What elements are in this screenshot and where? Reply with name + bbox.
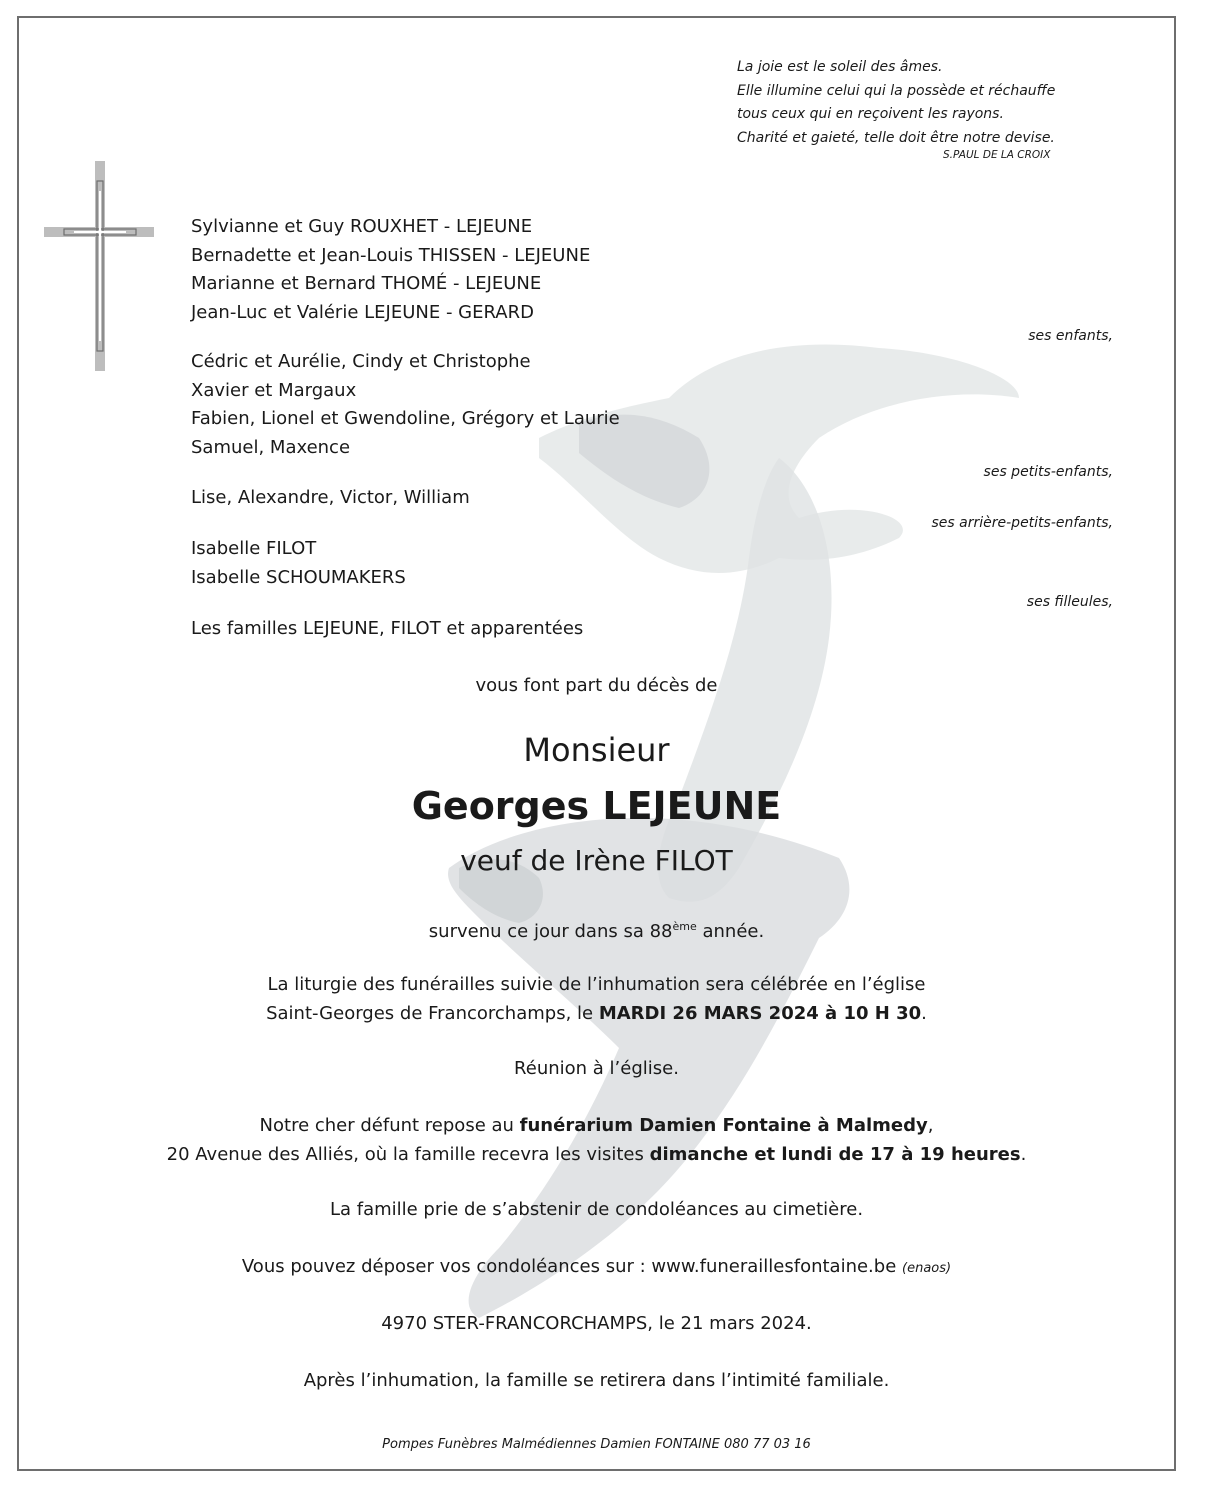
quote-line: La joie est le soleil des âmes. xyxy=(737,59,943,75)
family-line: Isabelle SCHOUMAKERS xyxy=(191,566,406,588)
goddaughters-list xyxy=(191,535,406,592)
deceased-name: Georges LEJEUNE xyxy=(411,784,782,828)
obituary-card xyxy=(17,16,1176,1471)
family-line: Cédric et Aurélie, Cindy et Christophe xyxy=(191,351,531,372)
age-prefix: survenu ce jour dans sa 88 xyxy=(428,921,673,942)
liturgy-church: Saint-Georges de Francorchamps, le xyxy=(266,1002,599,1024)
rest-comma: , xyxy=(927,1115,934,1136)
goddaughters-label: ses filleules, xyxy=(1026,594,1113,610)
age-superscript: ème xyxy=(672,920,697,933)
cross-icon xyxy=(44,161,154,371)
family-line: Isabelle FILOT xyxy=(191,538,317,559)
rest-visit-hours: dimanche et lundi de 17 à 19 heures xyxy=(649,1143,1021,1165)
quote xyxy=(737,56,1055,150)
liturgy xyxy=(19,971,1174,1028)
quote-line: Elle illumine celui qui la possède et réchauffe xyxy=(737,82,1056,99)
family-line: Bernadette et Jean-Louis THISSEN - LEJEUNE xyxy=(191,244,591,266)
announcement: vous font part du décès de xyxy=(475,675,718,696)
family-line: Lise, Alexandre, Victor, William xyxy=(191,487,470,508)
family-line: Samuel, Maxence xyxy=(191,436,351,458)
family-line: Marianne et Bernard THOMÉ - LEJEUNE xyxy=(191,273,542,294)
family-line: Xavier et Margaux xyxy=(191,379,357,401)
quote-line: tous ceux qui en reçoivent les rayons. xyxy=(737,106,1004,122)
great-grandchildren-list xyxy=(191,484,470,513)
age-line xyxy=(19,913,1174,947)
liturgy-line-2 xyxy=(19,1000,1174,1029)
deceased-widow: veuf de Irène FILOT xyxy=(460,844,733,877)
liturgy-end: . xyxy=(921,1002,927,1024)
online-text: Vous pouvez déposer vos condoléances sur : www.funeraillesfontaine.be xyxy=(241,1256,897,1277)
online-condolences xyxy=(19,1253,1174,1284)
grandchildren-list xyxy=(191,348,620,462)
place-date: 4970 STER-FRANCORCHAMPS, le 21 mars 2024. xyxy=(381,1313,812,1334)
quote-author: S.PAUL DE LA CROIX xyxy=(943,149,1051,161)
rest-address: 20 Avenue des Alliés, où la famille recevra les visites xyxy=(166,1143,650,1165)
online-note: (enaos) xyxy=(902,1261,952,1276)
family-line: Jean-Luc et Valérie LEJEUNE - GERARD xyxy=(191,301,534,323)
deceased-title: Monsieur xyxy=(523,731,670,769)
condolences-note: La famille prie de s’abstenir de condoléances au cimetière. xyxy=(329,1199,864,1220)
rest-funeral-home: funérarium Damien Fontaine à Malmedy xyxy=(519,1115,928,1136)
great-grandchildren-label: ses arrière-petits-enfants, xyxy=(931,515,1113,531)
meeting-line: Réunion à l’église. xyxy=(514,1058,679,1079)
quote-line: Charité et gaieté, telle doit être notre devise. xyxy=(737,129,1055,146)
rest-prefix: Notre cher défunt repose au xyxy=(259,1115,520,1136)
rest-line-2 xyxy=(19,1141,1174,1170)
family-line: Sylvianne et Guy ROUXHET - LEJEUNE xyxy=(191,216,533,237)
intimacy-note: Après l’inhumation, la famille se retirera dans l’intimité familiale. xyxy=(303,1370,890,1391)
liturgy-datetime: MARDI 26 MARS 2024 à 10 H 30 xyxy=(598,1002,922,1024)
footer-funeral-home: Pompes Funèbres Malmédiennes Damien FONTAINE 080 77 03 16 xyxy=(382,1437,811,1452)
liturgy-line-1: La liturgie des funérailles suivie de l’inhumation sera célébrée en l’église xyxy=(267,974,926,995)
rest-info xyxy=(19,1112,1174,1169)
rest-line-1 xyxy=(19,1112,1174,1141)
children-list xyxy=(191,213,590,327)
rest-period: . xyxy=(1020,1143,1027,1165)
age-suffix: année. xyxy=(696,921,765,942)
family-line: Fabien, Lionel et Gwendoline, Grégory et Laurie xyxy=(191,408,620,429)
grandchildren-label: ses petits-enfants, xyxy=(983,464,1113,480)
families-line: Les familles LEJEUNE, FILOT et apparentées xyxy=(191,618,584,639)
children-label: ses enfants, xyxy=(1028,328,1113,344)
